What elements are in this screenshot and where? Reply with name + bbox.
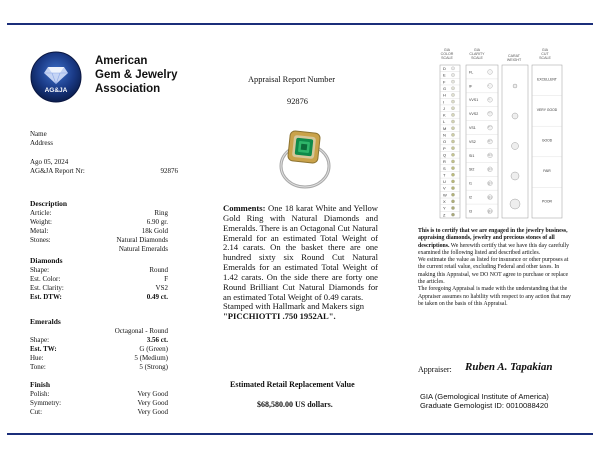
stones-value-2: Natural Emeralds [118, 245, 168, 253]
clarity-grade-label: VVS2 [469, 112, 479, 117]
color-grade-label: O [443, 139, 447, 145]
cert-p3: The foregoing Appraisal is made with the understanding that the Appraiser assumes no liability with respect to any action that may be taken on the basis of this Appraisal. [418, 286, 571, 307]
diamond-shape-label: Shape: [30, 266, 50, 274]
clarity-grade-label: VS2 [469, 139, 476, 144]
emerald-weight-value: 3.56 ct. [146, 336, 168, 344]
color-grade-swatch [451, 200, 454, 203]
inclusion-mark [491, 113, 492, 114]
description-heading: Description [30, 199, 68, 208]
clarity-grade-label: I1 [469, 181, 472, 186]
finish-section [30, 380, 168, 417]
comments-block [223, 204, 378, 322]
color-grade-swatch [451, 100, 454, 103]
color-grade-swatch [451, 120, 454, 123]
valuation-amount: $68,580.00 US dollars. [257, 400, 333, 409]
color-grade-label: Y [443, 205, 446, 211]
metal-label: Metal: [30, 227, 49, 235]
color-grade-label: Z [443, 212, 446, 218]
comments-label: Comments: [223, 203, 266, 213]
color-grade-swatch [451, 167, 454, 170]
inclusion-mark [490, 140, 491, 141]
diamond-color-value: F [164, 275, 168, 283]
inclusion-mark [488, 197, 489, 198]
inclusion-mark [491, 182, 492, 183]
inclusion-mark [488, 212, 489, 213]
diamond-color-label: Est. Color: [30, 275, 61, 283]
color-grade-swatch [451, 206, 454, 209]
color-grade-swatch [451, 93, 454, 96]
emerald-shape-label: Shape: [30, 336, 50, 344]
report-nr-label: AG&JA Report Nr: [30, 167, 85, 175]
emerald-tone-label: Tone: [30, 363, 46, 371]
inclusion-mark [488, 154, 489, 155]
inclusion-mark [490, 113, 491, 114]
inclusion-mark [488, 183, 489, 184]
cert-bold: This is to certify that we are engaged in the jewelry business, appraising diamonds, jewelry and precious stones of all descriptions. [418, 228, 568, 249]
color-grade-label: X [443, 199, 446, 205]
color-grade-label: D [443, 65, 446, 71]
address-label: Address [30, 139, 53, 147]
cut-label: Cut: [30, 408, 43, 416]
inclusion-mark [488, 169, 489, 170]
color-grade-swatch [451, 153, 454, 156]
diamond-shape-value: Round [149, 266, 168, 274]
emeralds-heading: Emeralds [30, 317, 61, 326]
stones-value: Natural Diamonds [116, 236, 168, 244]
emeralds-section [30, 317, 168, 372]
color-grade-label: G [443, 85, 447, 91]
inclusion-mark [488, 211, 489, 212]
clarity-scale-header: GIA CLARITY SCALE [469, 48, 485, 61]
inclusion-mark [491, 212, 492, 213]
diamond-clarity-label: Est. Clarity: [30, 284, 64, 292]
color-grade-swatch [451, 180, 454, 183]
color-grade-swatch [451, 80, 454, 83]
cert-p2: We estimate the value as listed for insurance or other purposes at the current retail value, excluding Federal and other taxes. In making this Appraisal, we DO NOT agree to purchase or replace the articles. [418, 257, 569, 286]
inclusion-mark [490, 196, 491, 197]
cert-p1: We herewith certify that we have this day carefully examined the following listed and described articles. [418, 242, 570, 256]
grading-chart-grid [416, 64, 566, 220]
inclusion-mark [490, 211, 491, 212]
name-label: Name [30, 130, 47, 138]
inclusion-mark [491, 198, 492, 199]
inclusion-mark [491, 210, 492, 211]
certification-text [418, 228, 574, 308]
inclusion-mark [488, 85, 489, 86]
color-grade-label: S [443, 165, 446, 171]
color-grade-label: J [443, 105, 445, 111]
report-date: Ago 05, 2024 [30, 158, 69, 166]
color-grade-label: W [443, 192, 447, 198]
inclusion-mark [490, 183, 491, 184]
gia-credential-line2: Graduate Gemologist ID: 0010088420 [420, 401, 549, 410]
clarity-grade-diagram [488, 97, 493, 102]
color-grade-label: U [443, 179, 446, 185]
color-grade-label: E [443, 72, 446, 78]
inclusion-mark [488, 184, 489, 185]
inclusion-mark [490, 168, 491, 169]
cut-grade-label: POOR [542, 199, 552, 204]
color-grade-label: V [443, 185, 446, 191]
weight-value: 6.90 gr. [146, 218, 168, 226]
article-value: Ring [154, 209, 168, 217]
org-name-line: Gem & Jewelry [95, 69, 178, 81]
cut-grade-label: GOOD [541, 138, 553, 143]
inclusion-mark [490, 127, 491, 128]
inclusion-mark [488, 210, 489, 211]
clarity-grade-label: VVS1 [469, 98, 479, 103]
color-grade-swatch [451, 193, 454, 196]
inclusion-mark [490, 182, 491, 183]
weight-label: Weight: [30, 218, 52, 226]
color-grade-swatch [451, 147, 454, 150]
inclusion-mark [490, 169, 491, 170]
color-grade-label: M [443, 125, 447, 131]
description-section [30, 199, 168, 254]
color-grade-label: N [443, 132, 446, 138]
valuation-label: Estimated Retail Replacement Value [230, 380, 355, 389]
cut-grade-label: FAIR [543, 169, 551, 174]
color-grade-swatch [451, 107, 454, 110]
symmetry-label: Symmetry: [30, 399, 62, 407]
report-number: 92876 [287, 97, 308, 106]
inclusion-mark [491, 168, 492, 169]
inclusion-mark [488, 127, 489, 128]
org-name-line: Association [95, 83, 161, 95]
stamp-value: "PICCHIOTTI .750 1952AL". [223, 311, 336, 322]
stones-label: Stones: [30, 236, 51, 244]
inclusion-mark [488, 141, 489, 142]
color-grade-swatch [451, 73, 454, 76]
color-grade-swatch [451, 160, 454, 163]
clarity-grade-label: I2 [469, 195, 472, 200]
article-label: Article: [30, 209, 52, 217]
appraiser-label: Appraiser: [418, 365, 452, 374]
color-grade-label: I [443, 99, 445, 105]
inclusion-mark [490, 210, 491, 211]
clarity-grade-label: SI2 [469, 167, 475, 172]
clarity-grade-label: SI1 [469, 153, 475, 158]
inclusion-mark [488, 213, 489, 214]
inclusion-mark [491, 197, 492, 198]
color-grade-swatch [451, 113, 454, 116]
clarity-grade-label: I3 [469, 209, 472, 214]
cut-value: Very Good [137, 408, 168, 416]
diamonds-heading: Diamonds [30, 256, 63, 265]
inclusion-mark [491, 211, 492, 212]
color-grade-label: P [443, 145, 446, 151]
carat-weight-header: CARAT WEIGHT [506, 54, 522, 63]
grading-chart [416, 48, 566, 220]
polish-value: Very Good [137, 390, 168, 398]
comments-text: One 18 karat White and Yellow Gold Ring with Natural Diamonds and Emeralds. There is an Octagonal Cut Natural Emerald for an estimated Total Weight of 2.14 carats. On the basket there are one hundred sixty six Round Cut Natural Emeralds for an estimated Total Weight of 1.42 carats. On the side there are forty one Round Brilliant Cut Natural Diamonds for an estimated Total Weight of 0.49 carats. [223, 203, 378, 302]
inclusion-mark [490, 198, 491, 199]
emerald-hue-label: Hue: [30, 354, 44, 362]
clarity-grade-diagram [488, 70, 493, 75]
cut-scale-header: GIA CUT SCALE [539, 48, 551, 61]
emerald-color-value: G (Green) [139, 345, 168, 353]
gia-credential-line1: GIA (Gemological Institute of America) [420, 392, 549, 401]
diamond-clarity-value: VS2 [155, 284, 168, 292]
polish-label: Polish: [30, 390, 50, 398]
clarity-grade-label: VS1 [469, 125, 476, 130]
color-grade-label: F [443, 79, 446, 85]
report-number-label: Appraisal Report Number [248, 75, 335, 84]
color-grade-swatch [451, 213, 454, 216]
inclusion-mark [488, 196, 489, 197]
bottom-rule [7, 433, 593, 435]
color-grade-swatch [451, 127, 454, 130]
diamond-dtw-label: Est. DTW: [30, 293, 62, 301]
inclusion-mark [488, 155, 489, 156]
inclusion-mark [490, 197, 491, 198]
color-grade-label: H [443, 92, 446, 98]
inclusion-mark [490, 99, 491, 100]
ring-photo [268, 126, 343, 194]
org-name-line: American [95, 55, 148, 67]
diamonds-section [30, 256, 168, 302]
inclusion-mark [488, 170, 489, 171]
inclusion-mark [491, 169, 492, 170]
inclusion-mark [491, 127, 492, 128]
top-rule [7, 23, 593, 25]
color-grade-label: T [443, 172, 446, 178]
color-grade-swatch [451, 186, 454, 189]
clarity-grade-label: IF [469, 84, 473, 89]
inclusion-mark [490, 141, 491, 142]
emerald-tw-label: Est. TW: [30, 345, 57, 353]
color-grade-swatch [451, 173, 454, 176]
inclusion-mark [490, 212, 491, 213]
inclusion-mark [488, 140, 489, 141]
stamp-line: Stamped with Hallmark and Makers sign [223, 301, 365, 312]
color-grade-label: Q [443, 152, 447, 158]
cut-grade-label: EXCELLENT [537, 77, 557, 82]
symmetry-value: Very Good [137, 399, 168, 407]
inclusion-mark [488, 99, 489, 100]
inclusion-mark [491, 196, 492, 197]
color-grade-label: K [443, 112, 446, 118]
metal-value: 18k Gold [141, 227, 168, 235]
inclusion-mark [491, 140, 492, 141]
inclusion-mark [488, 198, 489, 199]
emerald-tone-value: 5 (Strong) [139, 363, 168, 371]
inclusion-mark [488, 127, 489, 128]
inclusion-mark [488, 113, 489, 114]
inclusion-mark [490, 184, 491, 185]
inclusion-mark [488, 182, 489, 183]
inclusion-mark [491, 183, 492, 184]
color-grade-swatch [451, 67, 454, 70]
association-logo [30, 51, 82, 103]
color-grade-label: L [443, 119, 446, 125]
inclusion-mark [488, 168, 489, 169]
association-name [95, 54, 177, 96]
color-grade-swatch [451, 133, 454, 136]
diamond-dtw-value: 0.49 ct. [146, 293, 168, 301]
report-nr-value: 92876 [160, 167, 178, 175]
emerald-shape-value: Octagonal - Round [114, 327, 168, 335]
inclusion-mark [490, 155, 491, 156]
logo-text: AG&JA [44, 87, 68, 94]
finish-heading: Finish [30, 380, 51, 389]
clarity-grade-label: FL [469, 70, 474, 75]
inclusion-mark [490, 154, 491, 155]
inclusion-mark [491, 155, 492, 156]
cut-grade-label: VERY GOOD [536, 107, 558, 112]
color-scale-header: GIA COLOR SCALE [440, 48, 454, 61]
inclusion-mark [491, 154, 492, 155]
color-grade-label: R [443, 159, 446, 165]
emerald-hue-value: 5 (Medium) [134, 354, 168, 362]
appraiser-signature: Ruben A. Tapakian [465, 361, 553, 373]
clarity-grade-diagram [488, 111, 493, 116]
clarity-grade-diagram [488, 83, 493, 88]
color-grade-swatch [451, 87, 454, 90]
color-grade-swatch [451, 140, 454, 143]
